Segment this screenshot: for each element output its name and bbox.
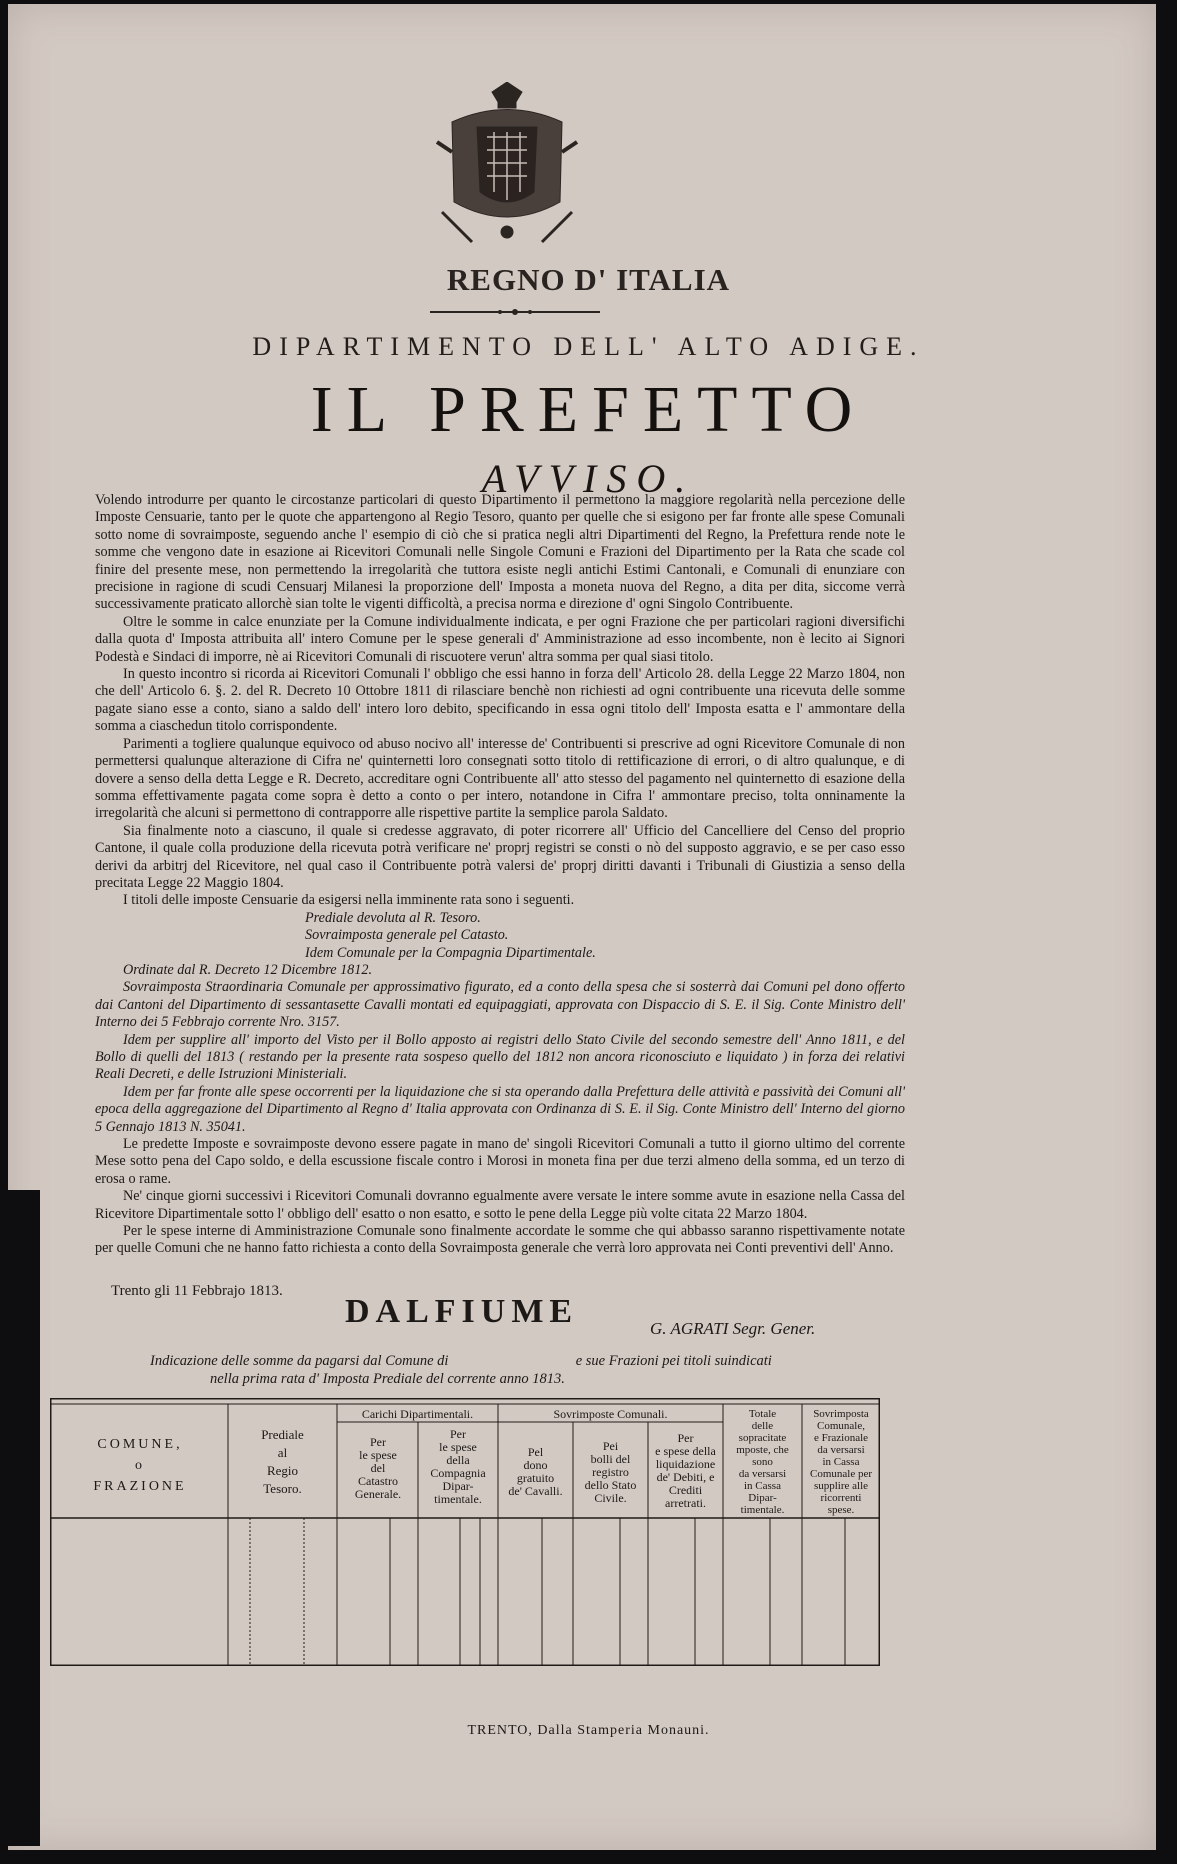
secretary-signature: G. AGRATI Segr. Gener. xyxy=(650,1319,816,1338)
header-text: de' Debiti, e xyxy=(656,1470,715,1484)
italic-paragraph-2: Idem per supplire all' importo del Visto per il Bollo apposto ai registri dello Stato Civile del secondo semestre dell' Anno 1811, e del Bollo di quelli del 1813 ( restando per la presente rata sospeso quello del 1812 non ancora riconosciuto e liquidato ) in forza dei relativi Reali Decreti, e delle Istruzioni Ministeriali. xyxy=(95,1031,905,1083)
header-text: Generale. xyxy=(354,1487,402,1501)
header-text: liquidazione xyxy=(655,1457,716,1471)
col-header-totale xyxy=(724,1408,801,1516)
header-text: sono xyxy=(752,1456,773,1468)
header-text: Totale xyxy=(748,1408,777,1420)
closing-paragraph-3: Per le spese interne di Amministrazione Comunale sono finalmente accordate le somme che qui abbasso saranno rispettivamente notate per quelle Comuni che ne hanno fatto richiesta a conto della Sovraimposta generale che verrà loro approvata nei Conti preventivi dell' Anno. xyxy=(95,1223,905,1257)
col-header-liquidazione xyxy=(649,1432,722,1510)
paragraph-3: In questo incontro si ricorda ai Ricevitori Comunali l' obbligo che essi hanno in forza dell' Articolo 28. della Legge 22 Marzo 1804, non che dell' Articolo 6. §. 2. del R. Decreto 10 Ottobre 1811 di rilasciare benchè non richiesti ad ogni contribuente una ricevuta delle somme pagate siano esse a conto, siano a saldo dell' intero loro debito, specificando in essa ogni titolo dell' Imposta esatta e l' ammontare della somma a ciaschedun titolo corrispondente. xyxy=(95,666,905,735)
header-text: le spese xyxy=(439,1440,477,1454)
ornamental-rule xyxy=(430,307,600,317)
notice-body xyxy=(95,492,905,1258)
col-header-comune xyxy=(60,1438,220,1493)
header-text: Per xyxy=(370,1435,386,1449)
header-text: da versarsi xyxy=(817,1444,865,1456)
header-text: gratuito xyxy=(516,1471,555,1485)
closing-paragraph-1: Le predette Imposte e sovraimposte devono essere pagate in mano de' singoli Ricevitori Comunali a tutto il giorno ultimo del corrente Mese sotto pena del Capo soldo, e della escussione fiscale contro i Morosi in moneta fina per due terzi almeno della somma, ed un terzo di erosa o rame. xyxy=(95,1136,905,1187)
header-text: Catastro xyxy=(358,1474,398,1488)
tax-titles-list xyxy=(305,910,905,962)
col-header-sovrimposta-comunale xyxy=(803,1408,879,1516)
list-item: Idem Comunale per la Compagnia Dipartimentale. xyxy=(305,944,596,961)
paragraph-5: Sia finalmente noto a ciascuno, il quale si credesse aggravato, di poter ricorrere all' Ufficio del Cancelliere del Censo del proprio Cantone, il quale colla produzione della ricevuta potrà verificare ne' proprj registri se consti o nò del supposto aggravio, e se per caso esso derivi da arbitrj del Ricevitore, nel qual caso il Contribuente potrà valersi de' proprj diritti davanti i Tribunali di Giustizia a senso della precitata Legge 22 Maggio 1804. xyxy=(95,822,905,891)
royal-coat-of-arms-icon xyxy=(432,82,582,252)
signature-block xyxy=(95,1283,925,1343)
prefect-title: IL PREFETTO xyxy=(310,373,867,446)
ordinate-line: Ordinate dal R. Decreto 12 Dicembre 1812. xyxy=(123,961,373,978)
header-text: de' Cavalli. xyxy=(508,1484,563,1498)
header-text: Pel xyxy=(527,1445,544,1459)
header-text: Comunale, xyxy=(817,1420,865,1432)
notice-heading: AVVISO. xyxy=(481,456,696,501)
header-text: della xyxy=(446,1453,470,1467)
header-text: Sovrimposta xyxy=(813,1408,869,1420)
header-text: arretrati. xyxy=(665,1496,706,1510)
list-item: Sovraimposta generale pel Catasto. xyxy=(305,927,509,944)
printer-colophon: TRENTO, Dalla Stamperia Monauni. xyxy=(467,1723,710,1738)
header-text: timentale. xyxy=(740,1504,785,1516)
paragraph-6: I titoli delle imposte Censuarie da esigersi nella imminente rata sono i seguenti. xyxy=(123,892,575,909)
header-text: Regio xyxy=(266,1463,299,1478)
kingdom-heading: REGNO D' ITALIA xyxy=(446,262,731,297)
caption-part-b: e sue Frazioni pei titoli suindicati xyxy=(575,1353,772,1369)
table-caption xyxy=(150,1352,830,1388)
header-text: registro xyxy=(592,1465,629,1479)
header-text: e spese della xyxy=(655,1444,716,1458)
header-text: timentale. xyxy=(434,1492,482,1506)
caption-part-a: Indicazione delle somme da pagarsi dal Comune di xyxy=(150,1353,449,1369)
header-text: Pei xyxy=(602,1439,619,1453)
paragraph-1: Volendo introdurre per quanto le circostanze particolari di questo Dipartimento il permettono la maggiore regolarità nella percezione delle Imposte Censuarie, tanto per le quote che appartengono al Regio Tesoro, quanto per quelle che si esigono per far fronte alle spese Comunali sotto nome di sovraimposte, seguendo anche l' esempio di ciò che si pratica negli altri Dipartimenti del Regno, la Prefettura rende note le somme che vengono date in esazione ai Ricevitori Comunali nelle Singole Comuni e Frazioni del Dipartimento per la Rata che scade col finire del presente mese, non permettendo la irregolarità che tuttora esiste negli antichi Estimi Cantonali, e Comunali di enunziare con precisione in ragione di scudi Censuarj Milanesi la proporzione dell' Imposta a moneta nuova del Regno, a dita per dita, siccome verrà successivamente praticato allorchè sian tolte le vigenti difficoltà, a precisa norma e direzione d' ogni Singolo Contribuente. xyxy=(95,492,905,613)
prefect-signature: DALFIUME xyxy=(345,1293,579,1330)
header-text: ricorrenti xyxy=(820,1492,862,1504)
col-header-prediale xyxy=(230,1426,335,1498)
paragraph-4: Parimenti a togliere qualunque equivoco od abuso nocivo all' interesse de' Contribuenti si prescrive ad ogni Ricevitore Comunale di non permettersi qualunque alterazione di Cifra ne' quinternetti loro consegnati sotto titolo di rettificazione di errori, o di altro qualunque, e di dovere a senso della detta Legge e R. Decreto, accreditare ogni Contribuente all' atto stesso del pagamento nel quinternetto di esazione della somma effettivamente pagata come sopra è detto a conto o per intero, notandone in Cifra l' ammontare preciso, tolta onninamente la irregolarità che alcuni si permettono di contrapporre alle rispettive partite la semplice parola Saldato. xyxy=(95,735,905,822)
header-text: da versarsi xyxy=(738,1468,787,1480)
col-header-dono xyxy=(499,1446,572,1498)
header-text: al xyxy=(277,1445,288,1460)
header-text: Crediti xyxy=(668,1483,703,1497)
header-text: o xyxy=(135,1458,145,1473)
italic-paragraph-3: Idem per far fronte alle spese occorrenti per la liquidazione che si sta operando dalla Prefettura delle attività e passività dei Comuni all' epoca della aggregazione del Dipartimento al Regno d' Italia approvata con Ordinanza di S. E. il Sig. Conte Ministro dell' Interno del giorno 5 Gennajo 1813 N. 35041. xyxy=(95,1083,905,1135)
header-text: mposte, che xyxy=(736,1444,789,1456)
header-text: Prediale xyxy=(261,1427,304,1442)
header-text: Per xyxy=(677,1431,694,1445)
header-text: delle xyxy=(751,1420,774,1432)
header-text: del xyxy=(370,1461,386,1475)
header-text: Tesoro. xyxy=(263,1481,302,1496)
header-text: e Frazionale xyxy=(813,1432,869,1444)
closing-paragraph-2: Ne' cinque giorni successivi i Ricevitori Comunali dovranno egualmente avere versate le intere somme avute in esazione nella Cassa del Ricevitore Dipartimentale sotto l' obbligo dell' esatto o non esatto, e sotto le pene della Legge più volte citata 22 Marzo 1804. xyxy=(95,1188,905,1222)
header-text: supplire alle xyxy=(813,1480,869,1492)
header-text: Per xyxy=(450,1427,466,1441)
header-text: sopracitate xyxy=(738,1432,787,1444)
col-header-compagnia xyxy=(419,1428,497,1506)
header-text: in Cassa xyxy=(822,1456,860,1468)
header-text: bolli del xyxy=(590,1452,631,1466)
paper-shadow-edge xyxy=(0,1190,40,1846)
tax-table xyxy=(50,1398,880,1666)
issue-date: Trento gli 11 Febbrajo 1813. xyxy=(111,1283,283,1299)
header-text: in Cassa xyxy=(744,1480,781,1492)
header-text: spese. xyxy=(827,1504,855,1516)
caption-line-2: nella prima rata d' Imposta Prediale del corrente anno 1813. xyxy=(210,1371,565,1387)
group-header-carichi: Carichi Dipartimentali. xyxy=(361,1407,474,1421)
header-text: Compagnia xyxy=(430,1466,486,1480)
header-text: Dipar- xyxy=(748,1492,777,1504)
col-header-catastro xyxy=(339,1436,417,1501)
paragraph-2: Oltre le somme in calce enunziate per la Comune individualmente indicata, e per ogni Frazione che per particolari ragioni diversifichi dalla quota d' Imposta attribuita all' intero Comune per le spese generali d' Amministrazione ad esso incombente, non è lecito ai Signori Podestà e Sindaci di imporre, nè ai Ricevitori Comunali di riscuotere verun' altra somma per qual siasi titolo. xyxy=(95,613,905,665)
italic-paragraph-1: Sovraimposta Straordinaria Comunale per approssimativo figurato, ed a conto della spesa che si sosterrà dai Comuni pel dono offerto dai Cantoni del Dipartimento di sessantasette Cavalli montati ed equipaggiati, approvata con Dispaccio di S. E. il Sig. Conte Ministro dell' Interno dei 5 Febbrajo corrente Nro. 3157. xyxy=(95,979,905,1031)
header-text: le spese xyxy=(359,1448,397,1462)
header-text: dello Stato xyxy=(584,1478,637,1492)
header-text: Civile. xyxy=(594,1491,627,1505)
header-text: Comunale per xyxy=(809,1468,872,1480)
department-heading: DIPARTIMENTO DELL' ALTO ADIGE. xyxy=(252,332,925,361)
list-item: Prediale devoluta al R. Tesoro. xyxy=(305,909,481,926)
header-text: Dipar- xyxy=(442,1479,474,1493)
group-header-sovrimposte: Sovrimposte Comunali. xyxy=(553,1407,668,1421)
header-text: dono xyxy=(523,1458,548,1472)
header-text: FRAZIONE xyxy=(93,1479,187,1494)
header-text: COMUNE, xyxy=(97,1437,183,1452)
col-header-bolli xyxy=(574,1440,647,1505)
